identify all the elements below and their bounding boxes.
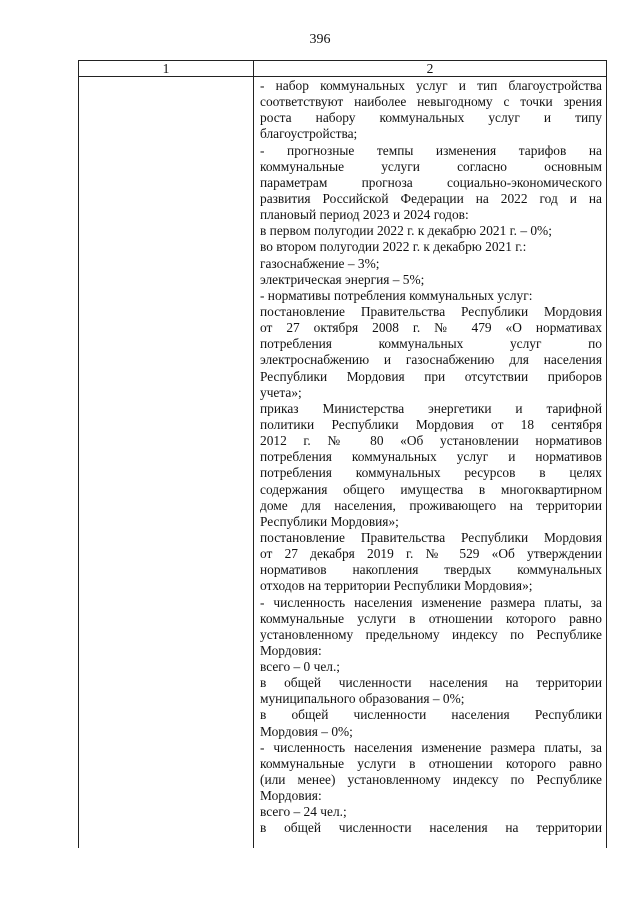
text-line: - численность населения изменение размера платы, за bbox=[260, 594, 602, 610]
text-line: Республики Мордовия»; bbox=[260, 513, 399, 529]
text-line: приказ Министерства энергетики и тарифной bbox=[260, 400, 602, 416]
text-line: всего – 24 чел.; bbox=[260, 804, 347, 820]
text-line: установленному предельному индексу по Республике bbox=[260, 626, 602, 642]
text-line: электроснабжению и газоснабжению для населения bbox=[260, 352, 602, 368]
text-line: потребления коммунальных услуг и нормативов bbox=[260, 449, 602, 465]
text-line: роста набору коммунальных услуг и типу bbox=[260, 110, 602, 126]
text-line: от 27 октября 2008 г. № 479 «О нормативах bbox=[260, 320, 602, 336]
column-header-2: 2 bbox=[254, 61, 607, 77]
text-line: коммунальные услуги согласно основным bbox=[260, 158, 602, 174]
text-line: (или менее) установленному индексу по Республике bbox=[260, 772, 602, 788]
text-line: потребления коммунальных ресурсов в целях bbox=[260, 465, 602, 481]
text-line: Республики Мордовия при отсутствии приборов bbox=[260, 368, 602, 384]
text-line: развития Российской Федерации на 2022 год и на bbox=[260, 190, 602, 206]
text-line: коммунальные услуги в отношении которого равно bbox=[260, 755, 602, 771]
text-line: во втором полугодии 2022 г. к декабрю 2021 г.: bbox=[260, 239, 527, 255]
text-line: - нормативы потребления коммунальных услуг: bbox=[260, 287, 533, 303]
text-line: Мордовия: bbox=[260, 788, 322, 804]
text-line: соответствуют наиболее невыгодному с точки зрения bbox=[260, 94, 602, 110]
document-table bbox=[78, 60, 607, 848]
text-line: в общей численности населения Республики bbox=[260, 707, 602, 723]
text-line: - численность населения изменение размера платы, за bbox=[260, 739, 602, 755]
text-line: коммунальные услуги в отношении которого равно bbox=[260, 610, 602, 626]
text-line: политики Республики Мордовия от 18 сентября bbox=[260, 416, 602, 432]
text-line: потребления коммунальных услуг по bbox=[260, 336, 602, 352]
text-line: благоустройства; bbox=[260, 126, 358, 142]
column-header-1: 1 bbox=[79, 61, 254, 77]
text-line: нормативов накопления твердых коммунальных bbox=[260, 562, 602, 578]
text-line: плановый период 2023 и 2024 годов: bbox=[260, 207, 469, 223]
column-1-cell bbox=[79, 77, 254, 849]
text-line: содержания общего имущества в многоквартирном bbox=[260, 481, 602, 497]
text-line: - набор коммунальных услуг и тип благоустройства bbox=[260, 78, 602, 93]
text-line: отходов на территории Республики Мордовия»; bbox=[260, 578, 533, 594]
text-line: учета»; bbox=[260, 384, 302, 400]
text-line: постановление Правительства Республики Мордовия bbox=[260, 303, 602, 319]
text-line: от 27 декабря 2019 г. № 529 «Об утверждении bbox=[260, 546, 602, 562]
column-2-cell bbox=[254, 77, 607, 849]
text-line: постановление Правительства Республики Мордовия bbox=[260, 529, 602, 545]
text-line: 2012 г. № 80 «Об установлении нормативов bbox=[260, 433, 602, 449]
text-line: доме для населения, проживающего на территории bbox=[260, 497, 602, 513]
text-line: Мордовия – 0%; bbox=[260, 723, 353, 739]
text-line: всего – 0 чел.; bbox=[260, 659, 341, 675]
text-line: электрическая энергия – 5%; bbox=[260, 271, 425, 287]
table-body-row bbox=[79, 77, 607, 849]
column-2-text bbox=[254, 77, 606, 837]
text-line: Мордовия: bbox=[260, 642, 322, 658]
text-line: муниципального образования – 0%; bbox=[260, 691, 465, 707]
text-line: параметрам прогноза социально-экономического bbox=[260, 174, 602, 190]
text-line: газоснабжение – 3%; bbox=[260, 255, 380, 271]
table-header-row bbox=[79, 61, 607, 77]
text-line: в первом полугодии 2022 г. к декабрю 2021 г. – 0%; bbox=[260, 223, 552, 239]
text-line: в общей численности населения на территории bbox=[260, 820, 602, 836]
text-line: в общей численности населения на территории bbox=[260, 675, 602, 691]
page-number: 396 bbox=[309, 32, 331, 47]
text-line: - прогнозные темпы изменения тарифов на bbox=[260, 142, 602, 158]
